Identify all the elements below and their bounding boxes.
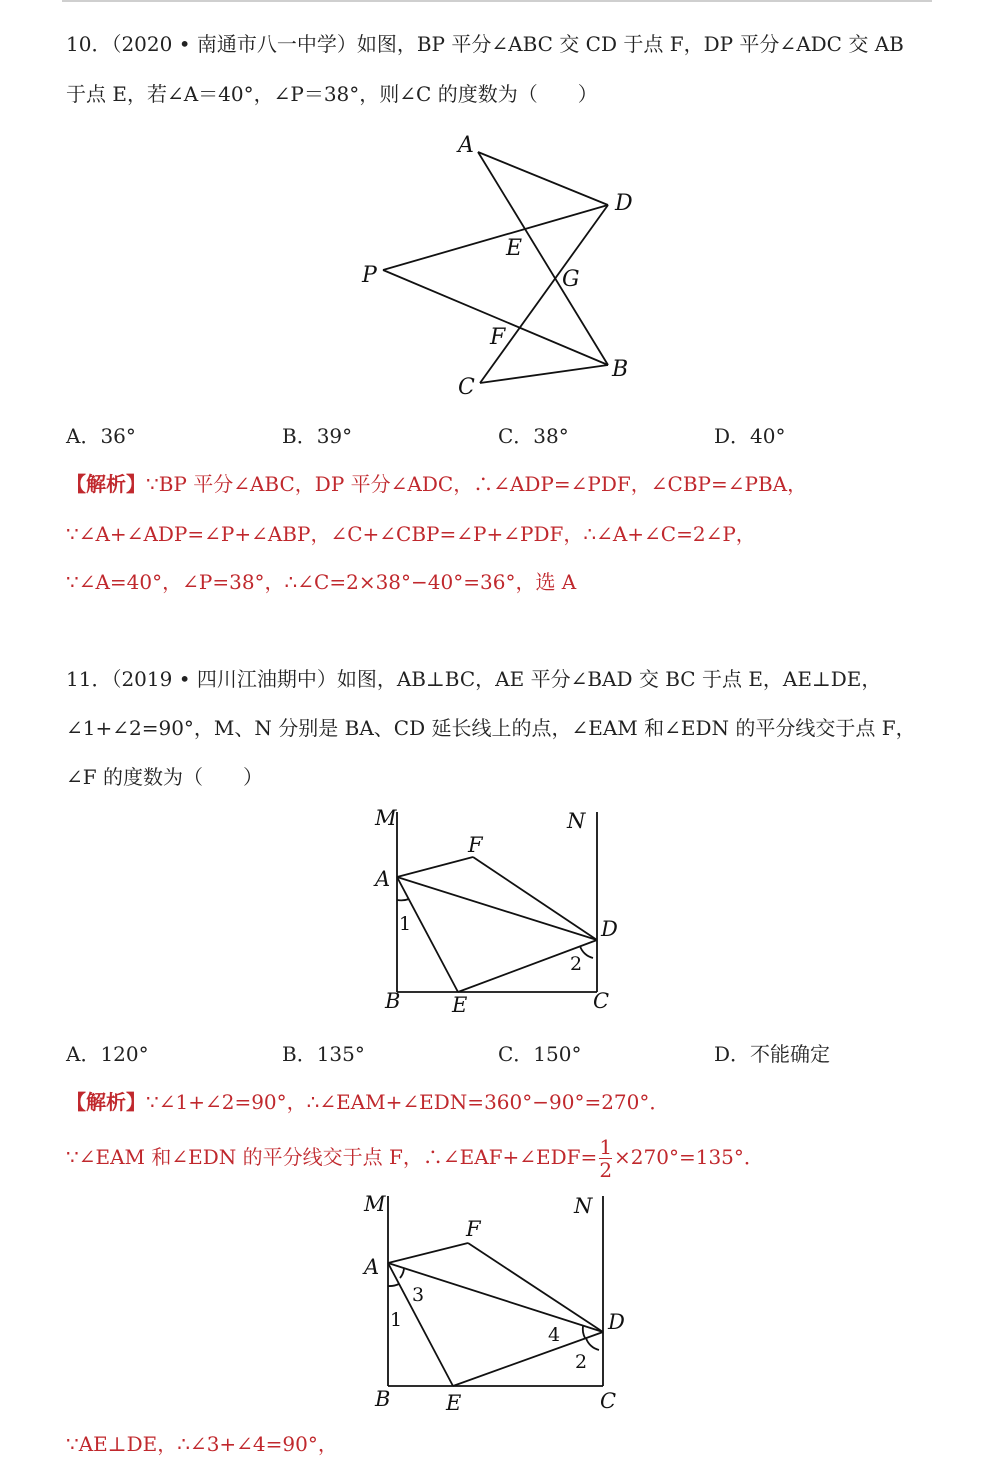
q11-solution-tag: 【解析】 [66,1090,146,1114]
label-C: C [458,375,475,400]
q11-solution-line3: ∵AE⊥DE，∴∠3+∠4=90°， [66,1432,338,1456]
label-F: F [468,833,483,857]
q10-option-a: A．36° [66,424,136,448]
angle-arc-2 [586,1338,599,1350]
label-E: E [506,236,523,261]
label-A: A [375,867,391,891]
label-angle-2: 2 [575,1351,588,1373]
q11-stem-line1: 11．（2019 • 四川江油期中）如图，AB⊥BC，AE 平分∠BAD 交 BC 于点 E，AE⊥DE， [66,667,882,691]
q11-solution-text2b: ×270°=135°． [614,1145,764,1169]
angle-arc-3 [400,1268,404,1278]
q10-option-d: D．40° [714,424,786,448]
q11-option-c: C．150° [498,1042,582,1066]
label-C: C [593,989,610,1013]
segment-CB [480,365,608,383]
q10-stem-line1: 10．（2020 • 南通市八一中学）如图，BP 平分∠ABC 交 CD 于点 F，DP 平分∠ADC 交 AB [66,32,904,56]
segment-FD [468,1243,603,1332]
label-angle-4: 4 [548,1324,561,1346]
label-N: N [567,809,586,833]
q11-solution-line1 [66,1088,669,1116]
label-B: B [375,1387,391,1411]
label-G: G [562,267,580,292]
label-A: A [458,133,474,158]
angle-arc-4 [583,1326,585,1338]
segment-AF [388,1243,468,1263]
label-E: E [446,1391,462,1415]
label-angle-1: 1 [399,913,412,935]
q11-option-b: B．135° [282,1042,365,1066]
label-angle-2: 2 [570,953,583,975]
label-angle-3: 3 [412,1284,425,1306]
fraction-denominator: 2 [599,1158,613,1182]
fraction-one-half [599,1136,612,1181]
label-D: D [608,1310,625,1334]
q10-solution-line1 [66,470,807,498]
label-angle-1: 1 [390,1309,403,1331]
q11-solution-text1: ∵∠1+∠2=90°，∴∠EAM+∠EDN=360°−90°=270°． [146,1090,670,1114]
label-B: B [612,357,629,382]
segment-PD [383,205,608,270]
q10-solution-tag: 【解析】 [66,472,146,496]
q11-figure-2 [350,1186,650,1421]
top-divider [62,0,932,2]
q11-figure-1 [355,800,645,1020]
label-D: D [601,917,618,941]
segment-AD [478,152,608,205]
angle-arc-1 [388,1284,399,1286]
q10-figure [350,130,650,405]
segment-AF [397,857,473,877]
q10-stem-line2: 于点 E，若∠A＝40°，∠P＝38°，则∠C 的度数为（ ） [66,82,598,106]
angle-arc-1 [397,899,409,900]
fraction-numerator: 1 [599,1135,613,1159]
label-F: F [466,1217,481,1241]
segment-FD [473,857,597,940]
q10-solution-line3: ∵∠A=40°，∠P=38°，∴∠C=2×38°−40°=36°，选 A [66,570,577,594]
q11-solution-text2a: ∵∠EAM 和∠EDN 的平分线交于点 F，∴∠EAF+∠EDF= [66,1145,598,1169]
label-B: B [385,989,401,1013]
label-N: N [574,1194,593,1218]
q11-stem-line2: ∠1+∠2=90°，M、N 分别是 BA、CD 延长线上的点，∠EAM 和∠EDN 的平分线交于点 F， [66,716,916,740]
label-A: A [364,1255,380,1279]
label-M: M [364,1192,386,1216]
q11-option-a: A．120° [66,1042,149,1066]
label-C: C [600,1389,617,1413]
label-E: E [452,993,468,1017]
q10-option-c: C．38° [498,424,569,448]
label-M: M [375,806,397,830]
label-P: P [362,263,377,288]
q10-option-b: B．39° [282,424,353,448]
segment-AD [397,877,597,940]
label-F: F [490,325,506,350]
q10-solution-text1: ∵BP 平分∠ABC，DP 平分∠ADC，∴∠ADP=∠PDF，∠CBP=∠PBA， [146,472,808,496]
label-D: D [615,191,633,216]
q11-option-d: D．不能确定 [714,1042,831,1066]
q11-stem-line3: ∠F 的度数为（ ） [66,765,263,789]
q11-solution-line2 [66,1132,764,1182]
q10-solution-line2: ∵∠A+∠ADP=∠P+∠ABP，∠C+∠CBP=∠P+∠PDF，∴∠A+∠C=2∠P， [66,522,756,546]
